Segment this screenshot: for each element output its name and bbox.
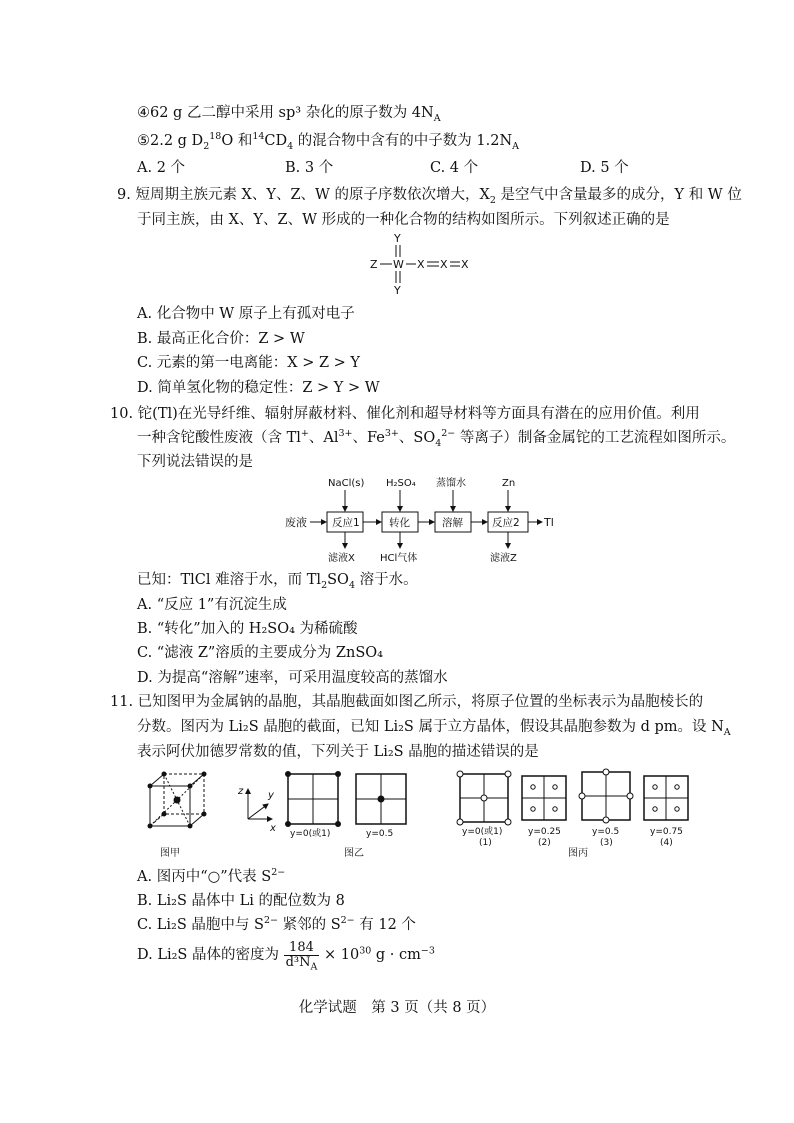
flow-box-dissolve-label: 溶解 (442, 517, 463, 529)
fig-jia-cube (148, 772, 207, 829)
flow-reagent-water: 蒸馏水 (436, 478, 466, 489)
flow-product-label: Tl (544, 516, 554, 529)
q10-stem-line1: 10. 铊(Tl)在光导纤维、辐射屏蔽材料、催化剂和超导材料等方面具有潜在的应用价值。利用 (110, 406, 700, 422)
fig-bing-section-2 (522, 776, 566, 820)
q9-structure-diagram (360, 228, 500, 300)
q9-atom-w: W (393, 258, 404, 271)
fig-bing-caption-1: y=0(或1) (462, 827, 503, 837)
q9-atom-y-bottom: Y (394, 284, 401, 297)
q10-option-b: B. “转化”加入的 H₂SO₄ 为稀硫酸 (137, 621, 358, 637)
q9-atom-y-top: Y (394, 232, 401, 245)
q8-option-d: D. 5 个 (580, 160, 629, 176)
fig-yi-section-2 (356, 774, 406, 824)
q9-stem-line1: 9. 短周期主族元素 X、Y、Z、W 的原子序数依次增大，$X_2$ 是空气中含量最多的成分，Y 和 W 位 (117, 187, 742, 206)
density-fraction: $\frac{184}{d^3N_A}$ (285, 940, 318, 973)
fig-yi-label: 图乙 (344, 848, 364, 859)
q11-option-c: C. Li₂S 晶胞中与 $S^{2-}$ 紧邻的 $S^{2-}$ 有 12 个 (137, 915, 416, 933)
fig-bing-label: 图丙 (568, 848, 588, 859)
q8-options (0, 160, 794, 180)
fig-bing-caption-2: y=0.25 (528, 827, 561, 837)
flow-box-conversion-label: 转化 (389, 517, 410, 529)
q8-item5: ⑤2.2 g $D_2^{18}O$ 和$^{14}CD_4$ 的混合物中含有的中子数为 $1.2N_A$ (137, 131, 520, 152)
q9-atom-z: Z (370, 258, 378, 271)
q11-option-b: B. Li₂S 晶体中 Li 的配位数为 8 (137, 893, 345, 909)
q11-stem-line1: 11. 已知图甲为金属钠的晶胞，其晶胞截面如图乙所示，将原子位置的坐标表示为晶胞棱长的 (110, 694, 704, 710)
q9-atom-x1: X (417, 258, 425, 271)
q10-option-a: A. “反应 1”有沉淀生成 (137, 597, 287, 613)
q9-option-d: D. 简单氢化物的稳定性：Z > Y > W (137, 380, 380, 396)
fig-yi-caption-1: y=0(或1) (290, 829, 331, 839)
page-footer: 化学试题 第 3 页（共 8 页） (298, 1000, 496, 1016)
flow-reagent-h2so4: H₂SO₄ (386, 478, 416, 489)
q10-stem-line3: 下列说法错误的是 (137, 454, 253, 470)
q8-item4: ④62 g 乙二醇中采用 sp³ 杂化的原子数为 $4N_A$ (137, 105, 441, 124)
axis-y-label: y (268, 790, 274, 801)
q10-option-d: D. 为提高“溶解”速率，可采用温度较高的蒸馏水 (137, 670, 448, 686)
fig-bing-caption-3: y=0.5 (592, 827, 620, 837)
q8-option-a: A. 2 个 (137, 160, 186, 176)
q9-option-a: A. 化合物中 W 原子上有孤对电子 (137, 306, 355, 322)
flow-input-label: 废液 (285, 516, 307, 529)
q11-option-d: D. Li₂S 晶体的密度为 $\frac{184}{d^3N_A}$ × $10^{30}$ $g \cdot cm^{-3}$ (137, 940, 435, 973)
fig-bing-caption-4: y=0.75 (650, 827, 683, 837)
flow-box-reaction2-label: 反应2 (492, 517, 520, 529)
fig-yi-caption-2: y=0.5 (366, 829, 394, 839)
q8-option-b: B. 3 个 (285, 160, 334, 176)
flow-output-hcl: HCl气体 (380, 553, 418, 564)
q8-option-c: C. 4 个 (430, 160, 479, 176)
fig-bing-num-1: (1) (479, 838, 492, 848)
fig-bing-section-3 (579, 769, 633, 823)
q11-option-a: A. 图丙中“○”代表 $S^{2-}$ (137, 867, 286, 885)
q10-option-c: C. “滤液 Z”溶质的主要成分为 ZnSO₄ (137, 645, 383, 661)
fig-bing-section-1 (457, 771, 511, 825)
q11-figures (130, 764, 690, 864)
axis-z-label: z (238, 786, 244, 797)
q9-option-c: C. 元素的第一电离能：X > Z > Y (137, 355, 361, 371)
q10-known: 已知：TlCl 难溶于水，而 $Tl_2SO_4$ 溶于水。 (137, 572, 418, 591)
fig-bing-num-2: (2) (538, 838, 551, 848)
q11-stem-line3: 表示阿伏加德罗常数的值，下列关于 Li₂S 晶胞的描述错误的是 (137, 744, 539, 760)
flow-output-filtrate-z: 滤液Z (490, 553, 517, 564)
q10-stem-line2: 一种含铊酸性废液（含 Tl+、$Al^{3+}$、$Fe^{3+}$、$SO_4^{2-}$ 等离子）制备金属铊的工艺流程如图所示。 (137, 428, 736, 449)
fig-bing-num-3: (3) (600, 838, 613, 848)
q9-stem-line2: 于同主族，由 X、Y、Z、W 形成的一种化合物的结构如图所示。下列叙述正确的是 (137, 212, 670, 228)
fig-bing-num-4: (4) (660, 838, 673, 848)
q9-atom-x3: X (461, 258, 469, 271)
flow-output-filtrate-x: 滤液X (328, 553, 355, 564)
fig-jia-label: 图甲 (160, 848, 180, 859)
q9-atom-x2: X (440, 258, 448, 271)
axis-x-label: x (270, 823, 276, 834)
fig-bing-section-4 (644, 776, 688, 820)
flow-reagent-nacl: NaCl(s) (328, 478, 365, 489)
fig-yi-section-1 (285, 771, 341, 827)
flow-box-reaction1-label: 反应1 (332, 517, 360, 529)
q9-option-b: B. 最高正化合价：Z > W (137, 331, 305, 347)
flow-reagent-zn: Zn (502, 478, 516, 489)
q10-flow-diagram (280, 474, 580, 566)
q11-stem-line2: 分数。图丙为 Li₂S 晶胞的截面，已知 Li₂S 属于立方晶体，假设其晶胞参数为 d pm。设 $N_A$ (137, 719, 731, 738)
